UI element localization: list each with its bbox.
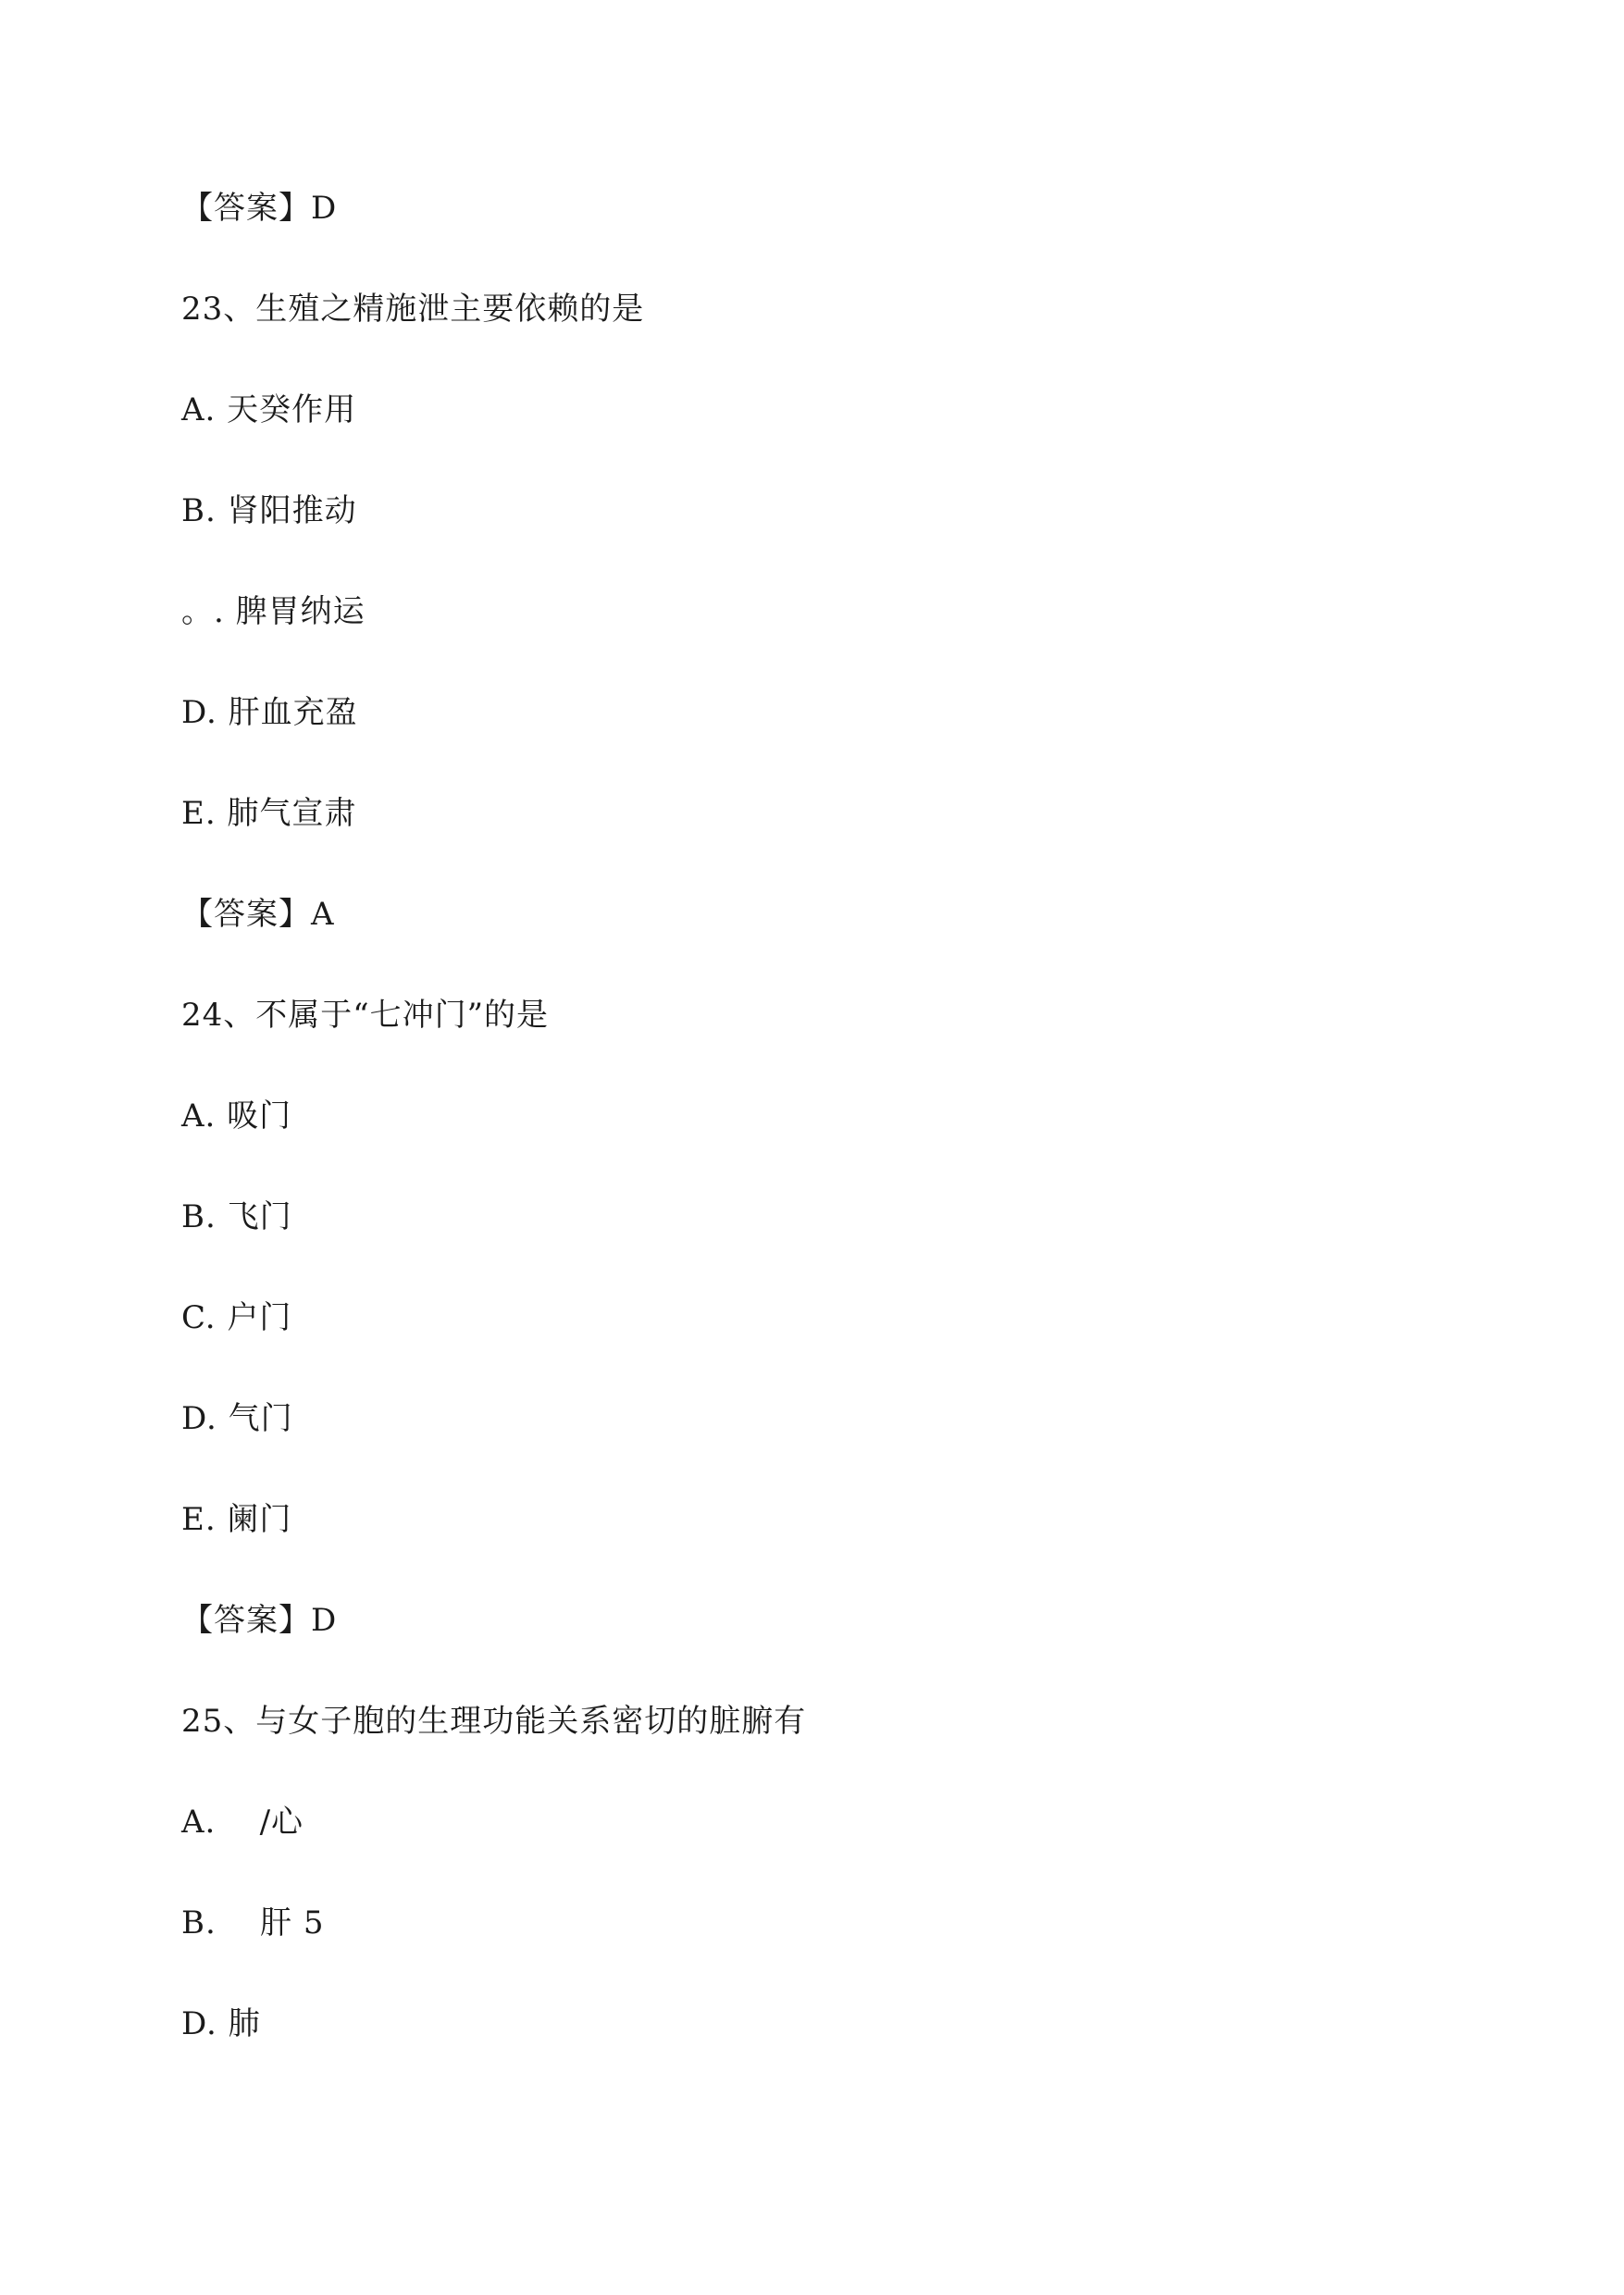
question-24-option-c: C. 户门 (181, 1299, 292, 1336)
question-24-option-d: D. 气门 (181, 1400, 293, 1437)
question-24-option-e: E. 阑门 (181, 1501, 292, 1538)
answer-line-23: 【答案】A (181, 896, 335, 933)
question-25-option-d: D. 肺 (181, 2005, 261, 2042)
question-23-option-e: E. 肺气宣肃 (181, 795, 357, 832)
question-25-option-b: B. 肝 5 (181, 1904, 325, 1941)
question-24-option-b: B. 飞门 (181, 1198, 292, 1235)
question-23-option-c: 。. 脾胃纳运 (181, 593, 366, 630)
question-25-option-a: A. /心 (181, 1804, 304, 1841)
question-24-stem: 24、不属于“七冲门”的是 (181, 997, 550, 1034)
question-23-option-d: D. 肝血充盈 (181, 694, 358, 731)
answer-line-24: 【答案】D (181, 1602, 338, 1639)
answer-line-22: 【答案】D (181, 190, 338, 227)
question-23-option-a: A. 天癸作用 (181, 391, 357, 428)
question-23-option-b: B. 肾阳推动 (181, 492, 357, 529)
question-25-stem: 25、与女子胞的生理功能关系密切的脏腑有 (181, 1703, 807, 1740)
question-23-stem: 23、生殖之精施泄主要依赖的是 (181, 291, 645, 328)
question-24-option-a: A. 吸门 (181, 1098, 292, 1135)
